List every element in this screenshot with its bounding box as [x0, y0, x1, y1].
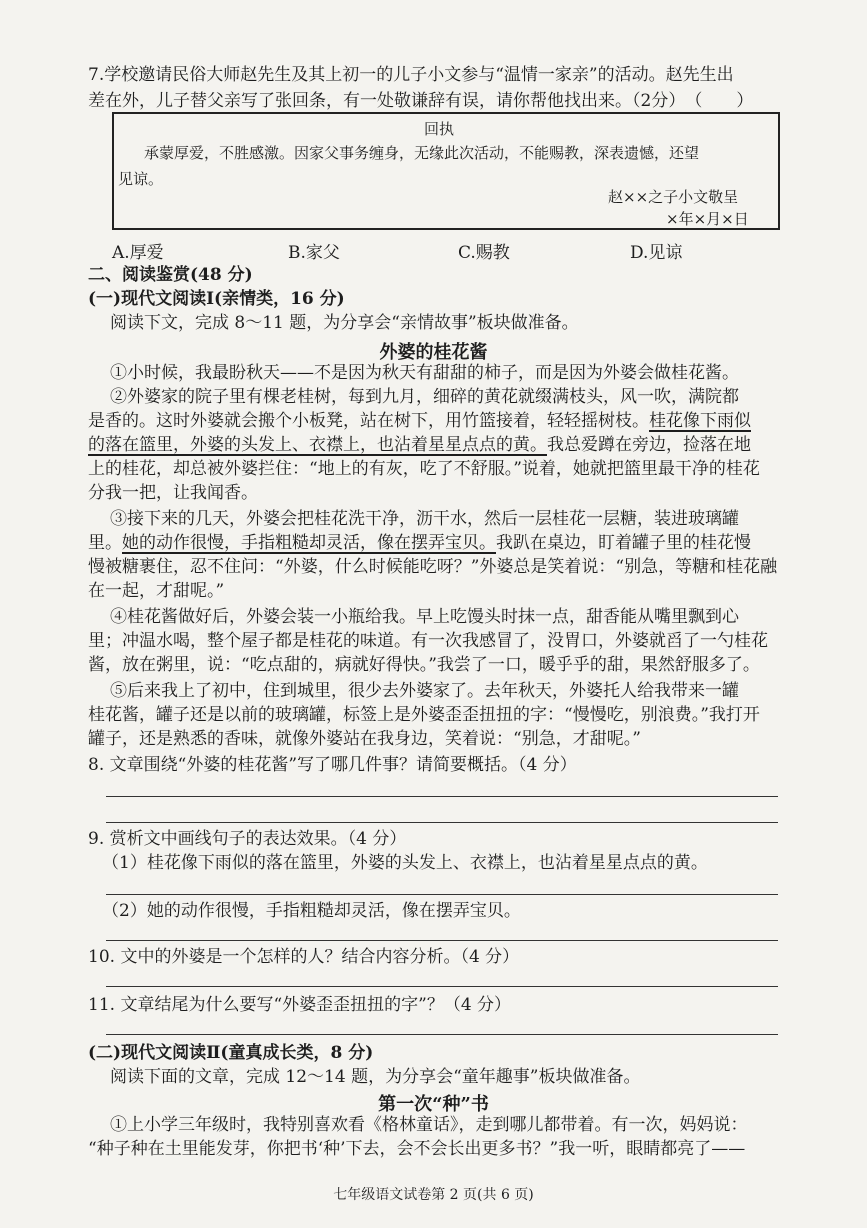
- subsection-1-heading: (一)现代文阅读Ⅰ(亲情类，16 分): [88, 289, 345, 309]
- q7-line2: 差在外，儿子替父亲写了张回条，有一处敬谦辞有误，请你帮他找出来。（2分） （ ）: [88, 91, 754, 111]
- question-9: 9. 赏析文中画线句子的表达效果。（4 分）: [88, 829, 407, 849]
- question-8: 8. 文章围绕“外婆的桂花酱”写了哪几件事？请简要概括。（4 分）: [88, 755, 577, 775]
- answer-line[interactable]: [106, 822, 778, 823]
- paragraph-5-line-2: 桂花酱，罐子还是以前的玻璃罐，标签上是外婆歪歪扭扭的字：“慢慢吃，别浪费。”我打开: [88, 705, 760, 725]
- paragraph-5-line-3: 罐子，还是熟悉的香味，就像外婆站在我身边，笑着说：“别急，才甜呢。”: [88, 729, 641, 749]
- paragraph-1: ①小时候，我最盼秋天——不是因为秋天有甜甜的柿子，而是因为外婆会做桂花酱。: [110, 363, 739, 383]
- question-9-2: （2）她的动作很慢，手指粗糙却灵活，像在摆弄宝贝。: [102, 901, 521, 921]
- paragraph-3-line-1: ③接下来的几天，外婆会把桂花洗干净，沥干水，然后一层桂花一层糖，装进玻璃罐: [110, 509, 739, 529]
- option-d: D.见谅: [630, 243, 683, 263]
- question-11: 11. 文章结尾为什么要写“外婆歪歪扭扭的字”？（4 分）: [88, 995, 512, 1015]
- receipt-sign: 赵××之子小文敬呈: [608, 188, 739, 206]
- option-c: C.赐教: [458, 243, 510, 263]
- article-2-paragraph-1-cont: “种子种在土里能发芽，你把书‘种’下去，会不会长出更多书？”我一听，眼睛都亮了——: [88, 1139, 746, 1159]
- underlined-sentence-2: 她的动作很慢，手指粗糙却灵活，像在摆弄宝贝。: [122, 533, 496, 553]
- paragraph-5-line-1: ⑤后来我上了初中，住到城里，很少去外婆家了。去年秋天，外婆托人给我带来一罐: [110, 681, 739, 701]
- answer-line[interactable]: [106, 796, 778, 797]
- section-heading: 二、阅读鉴赏(48 分): [88, 265, 253, 285]
- paragraph-3-line-2: 里。她的动作很慢，手指粗糙却灵活，像在摆弄宝贝。我趴在桌边，盯着罐子里的桂花慢: [88, 533, 751, 553]
- paragraph-2-line-5: 分我一把，让我闻香。: [88, 483, 258, 503]
- receipt-title: 回执: [424, 120, 455, 138]
- paragraph-4-line-1: ④桂花酱做好后，外婆会装一小瓶给我。早上吃馒头时抹一点，甜香能从嘴里飘到心: [110, 607, 739, 627]
- answer-line[interactable]: [106, 1034, 778, 1035]
- paragraph-2-line-4: 上的桂花，却总被外婆拦住：“地上的有灰，吃了不舒服。”说着，她就把篮里最干净的桂花: [88, 459, 760, 479]
- paragraph-4-line-2: 里；冲温水喝，整个屋子都是桂花的味道。有一次我感冒了，没胃口，外婆就舀了一勺桂花: [88, 631, 768, 651]
- reading-intro-1: 阅读下文，完成 8～11 题，为分享会“亲情故事”板块做准备。: [110, 313, 579, 333]
- receipt-body-1: 承蒙厚爱，不胜感激。因家父事务缠身，无缘此次活动，不能赐教，深表遗憾，还望: [144, 144, 700, 162]
- paragraph-2-line-2: 是香的。这时外婆就会搬个小板凳，站在树下，用竹篮接着，轻轻摇树枝。桂花像下雨似: [88, 411, 751, 431]
- article-2-title: 第一次“种”书: [378, 1094, 489, 1115]
- option-a: A.厚爱: [112, 243, 164, 263]
- q7-line1: 7.学校邀请民俗大师赵先生及其上初一的儿子小文参与“温情一家亲”的活动。赵先生出: [88, 65, 734, 85]
- paragraph-4-line-3: 酱，放在粥里，说：“吃点甜的，病就好得快。”我尝了一口，暖乎乎的甜，果然舒服多了。: [88, 655, 760, 675]
- receipt-body-2: 见谅。: [118, 170, 164, 188]
- question-10: 10. 文中的外婆是一个怎样的人？结合内容分析。（4 分）: [88, 947, 520, 967]
- paragraph-2-line-1: ②外婆家的院子里有棵老桂树，每到九月，细碎的黄花就缀满枝头，风一吹，满院都: [110, 387, 739, 407]
- paragraph-3-line-4: 在一起，才甜呢。”: [88, 581, 225, 601]
- page-footer: 七年级语文试卷第 2 页(共 6 页): [333, 1187, 534, 1203]
- receipt-box: [112, 112, 780, 230]
- subsection-2-heading: (二)现代文阅读Ⅱ(童真成长类，8 分): [88, 1043, 374, 1063]
- article-2-paragraph-1: ①上小学三年级时，我特别喜欢看《格林童话》，走到哪儿都带着。有一次，妈妈说：: [110, 1115, 748, 1135]
- answer-line[interactable]: [106, 940, 778, 941]
- paragraph-2-line-3: 的落在篮里，外婆的头发上、衣襟上，也沾着星星点点的黄。我总爱蹲在旁边，捡落在地: [88, 435, 751, 455]
- article-title: 外婆的桂花酱: [379, 342, 488, 363]
- underlined-sentence-1b: 的落在篮里，外婆的头发上、衣襟上，也沾着星星点点的黄。: [88, 435, 547, 455]
- answer-line[interactable]: [106, 986, 778, 987]
- question-9-1: （1）桂花像下雨似的落在篮里，外婆的头发上、衣襟上，也沾着星星点点的黄。: [102, 853, 708, 873]
- answer-line[interactable]: [106, 894, 778, 895]
- option-b: B.家父: [288, 243, 340, 263]
- receipt-date: ×年×月×日: [666, 210, 749, 228]
- paragraph-3-line-3: 慢被糖裹住，忍不住问：“外婆，什么时候能吃呀？”外婆总是笑着说：“别急，等糖和桂花融: [88, 557, 778, 577]
- underlined-sentence-1a: 桂花像下雨似: [649, 411, 751, 431]
- reading-intro-2: 阅读下面的文章，完成 12～14 题，为分享会“童年趣事”板块做准备。: [110, 1067, 641, 1087]
